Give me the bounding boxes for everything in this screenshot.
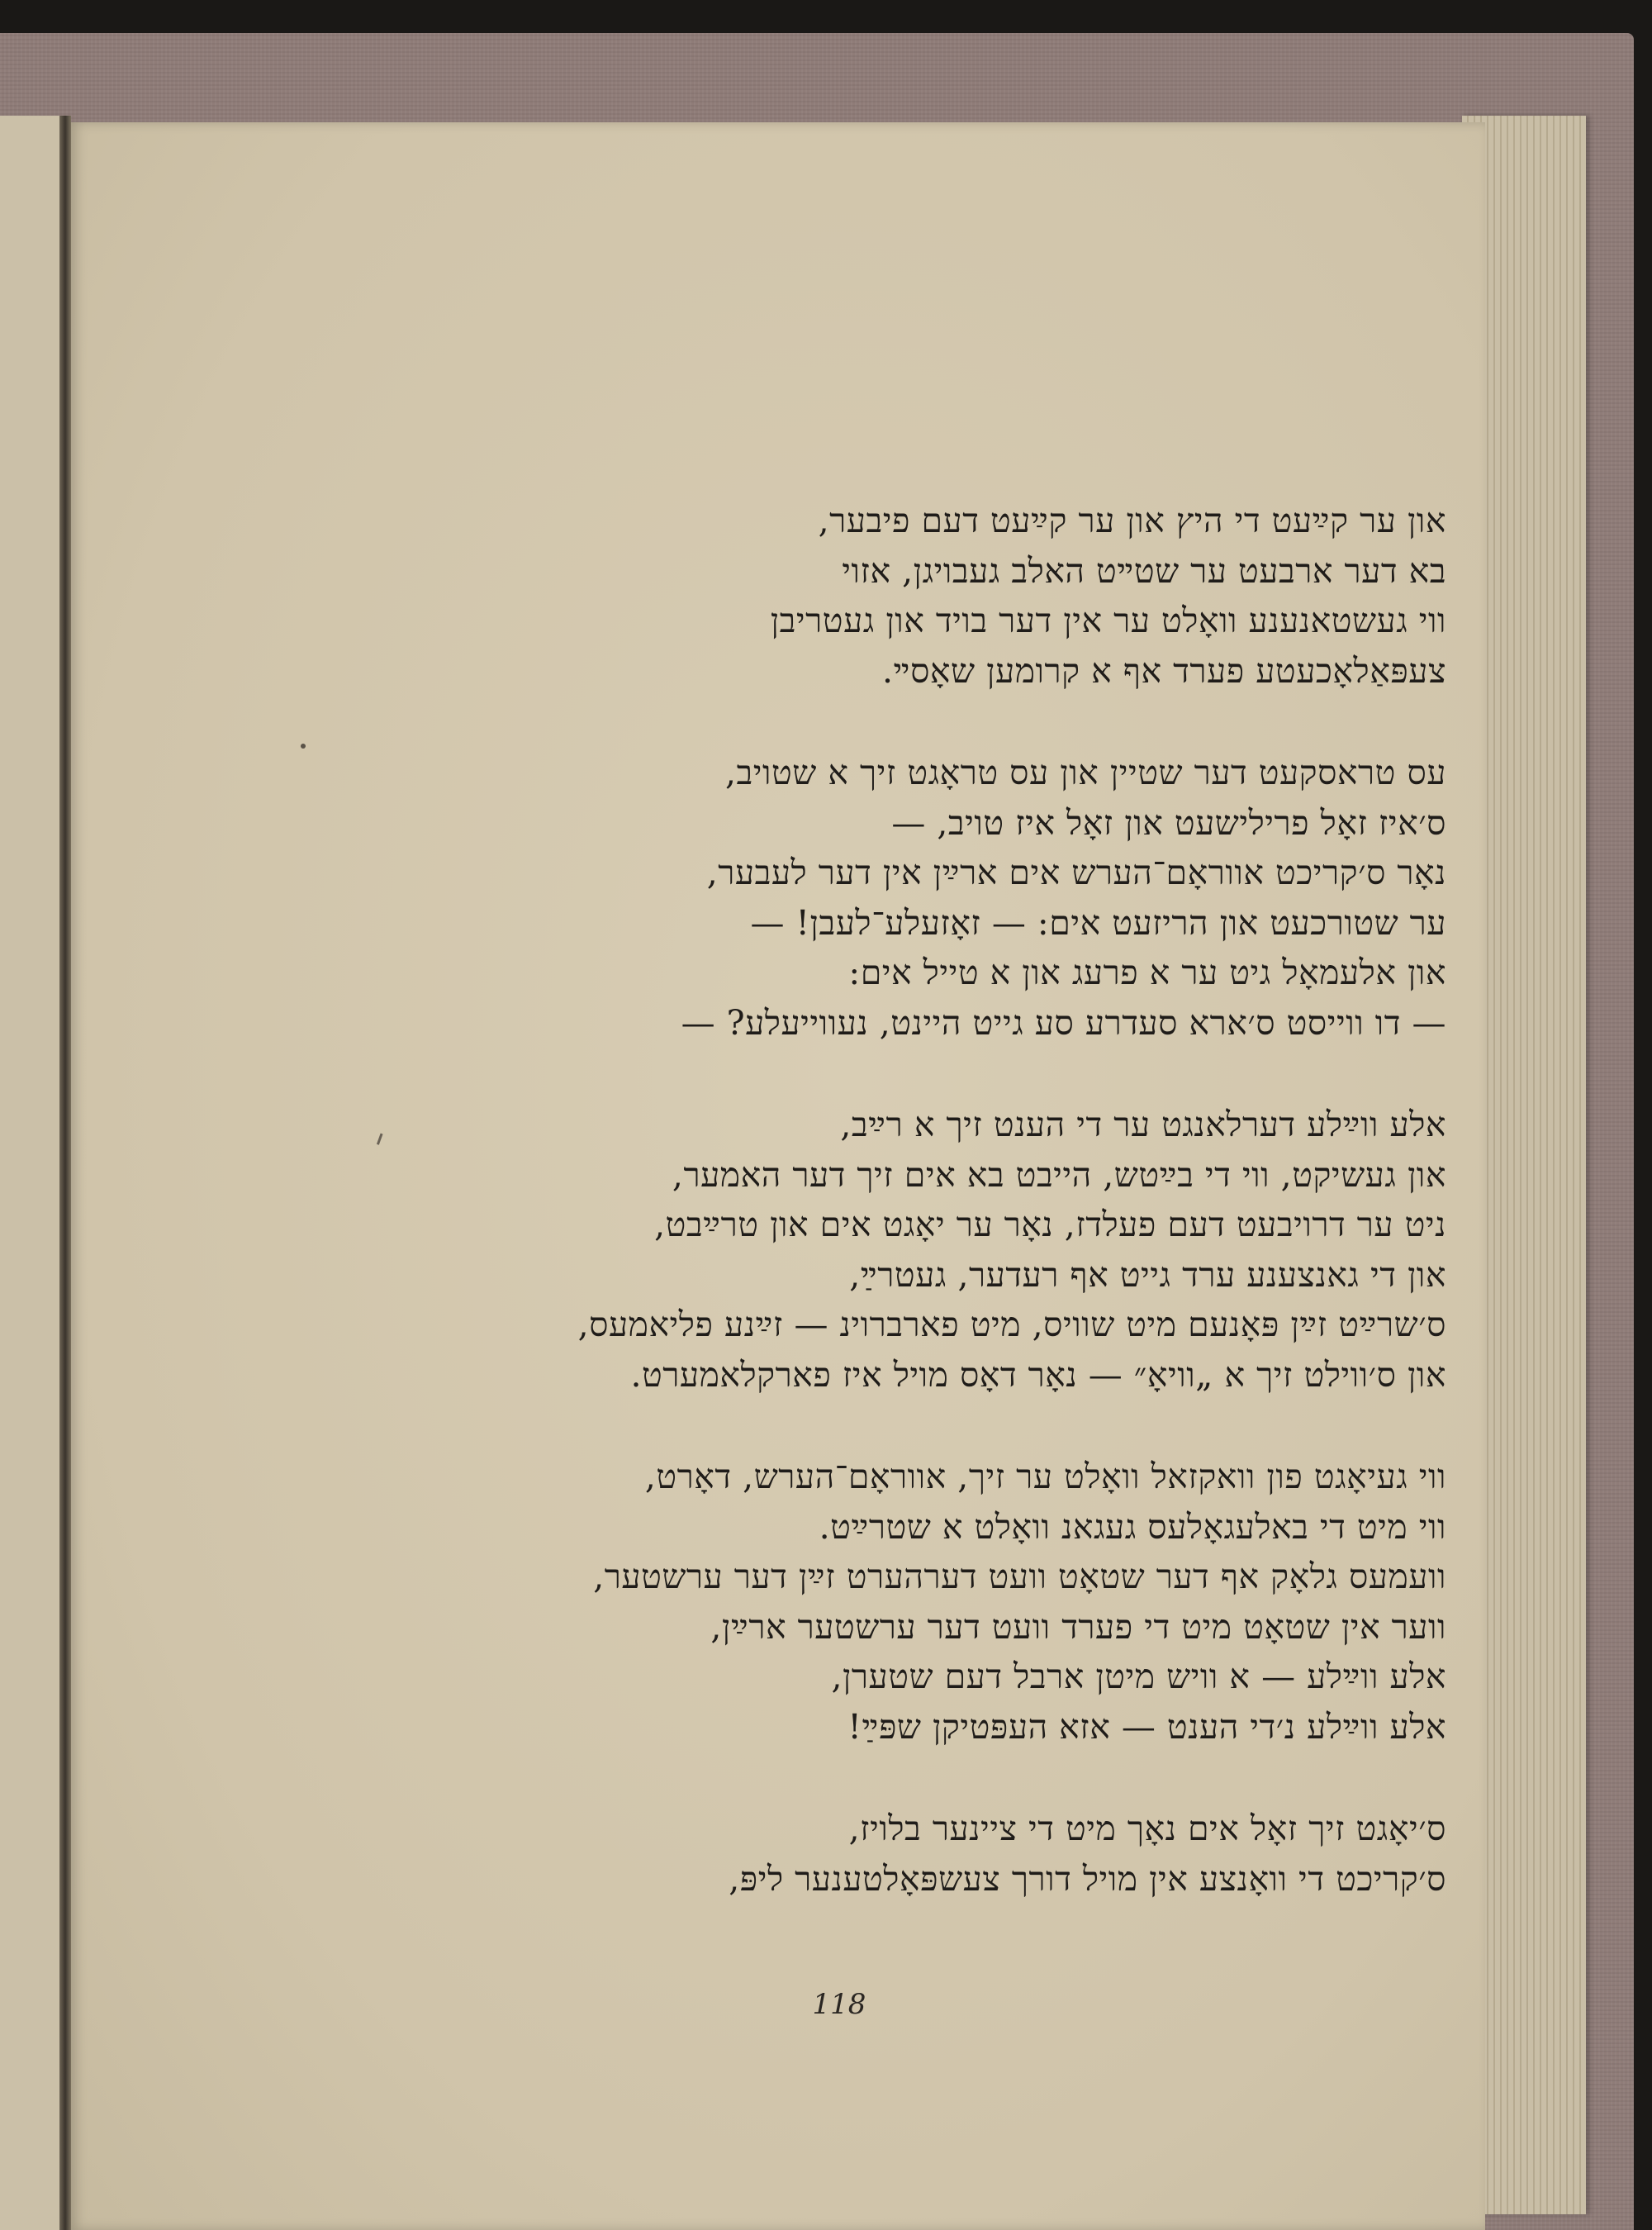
poem-line: ס׳יאָגט זיך זאָל אים נאָך מיט די ציינער בלויז, xyxy=(848,1809,1446,1848)
poem-text xyxy=(418,496,1446,1956)
stanza-2 xyxy=(418,748,1446,1048)
poem-line: אלע ווײַלע דערלאנגט ער די הענט זיך א רײַב, xyxy=(840,1105,1446,1144)
poem-line: ס׳שרײַט זײַן פּאָנעם מיט שוויס, מיט פארברוינ — זײַנע פליאמעס, xyxy=(577,1305,1446,1344)
book-page xyxy=(71,122,1485,2230)
stanza-3 xyxy=(418,1100,1446,1400)
previous-page-edge xyxy=(0,116,59,2230)
poem-line: און געשיקט, ווי די בײַטש, הייבט בא אים זיך דער האמער, xyxy=(672,1154,1446,1195)
pencil-mark xyxy=(377,1134,389,1148)
poem-line: עס טראסקעט דער שטיין און עס טראָגט זיך א שטויב, xyxy=(725,753,1446,792)
page-number: 118 xyxy=(812,1988,866,2021)
poem-line: ניט ער דרויבעט דעם פעלדז, נאָר ער יאָגט אים און טרײַבט, xyxy=(654,1205,1446,1244)
book-gutter xyxy=(59,116,71,2230)
poem-line: און ס׳ווילט זיך א „וויאָ״ — נאָר דאָס מויל איז פארקלאמערט. xyxy=(630,1354,1446,1395)
stanza-1 xyxy=(418,496,1446,696)
poem-line: נאָר ס׳קריכט אווראָם־הערש אים ארײַן אין דער לעבער, xyxy=(706,853,1446,892)
poem-line: ווי געשטאנענע וואָלט ער אין דער בויד און געטריבן xyxy=(770,601,1446,640)
poem-line: בא דער ארבעט ער שטײט האלב געבויגן, אזוי xyxy=(842,550,1446,591)
poem-line: און אלעמאָל גיט ער א פרעג און א טייל אים: xyxy=(848,953,1446,992)
poem-line: ער שטורכעט און הריזעט אים: — זאָזעלע־לעבן! — xyxy=(750,902,1446,943)
poem-line: וועמעס גלאָק אף דער שטאָט וועט דערהערט זײַן דער ערשטער, xyxy=(593,1557,1446,1596)
poem-line: ווי געיאָגט פון וואקזאל וואָלט ער זיך, אווראָם־הערש, דאָרט, xyxy=(644,1457,1446,1496)
poem-line: ווי מיט די באלעגאָלעס געגאנ וואָלט א שטרײַט. xyxy=(819,1506,1446,1547)
poem-line: ס׳איז זאָל פרילישעט און זאָל איז טויב, — xyxy=(891,802,1446,843)
poem-line: און ער קײַעט די היץ און ער קײַעט דעם פיבער, xyxy=(818,501,1446,540)
poem-line: אלע ווײַלע — א וויש מיטן ארבל דעם שטערן, xyxy=(831,1657,1446,1696)
poem-line: ווער אין שטאָט מיט די פערד וועט דער ערשטער ארײַן, xyxy=(710,1606,1446,1647)
stanza-4 xyxy=(418,1452,1446,1752)
ink-spot xyxy=(301,744,306,749)
stanza-5 xyxy=(418,1804,1446,1904)
poem-line: ס׳קריכט די וואָנצע אין מויל דורך צעשפּאָלטענער ליפּ, xyxy=(729,1858,1446,1899)
poem-line: אלע ווײַלע נ׳די הענט — אזא העפּטיקן שפּײַ! xyxy=(847,1706,1446,1747)
poem-line: און די גאנצענע ערד גייט אף רעדער, געטרײַ, xyxy=(849,1254,1446,1295)
poem-line: צעפּאַלאָכעטע פערד אף א קרומען שאָסײ. xyxy=(882,650,1446,691)
poem-line: — דו ווייסט ס׳ארא סעדרע סע גייט היינט, נעווייעלע? — xyxy=(681,1002,1446,1043)
